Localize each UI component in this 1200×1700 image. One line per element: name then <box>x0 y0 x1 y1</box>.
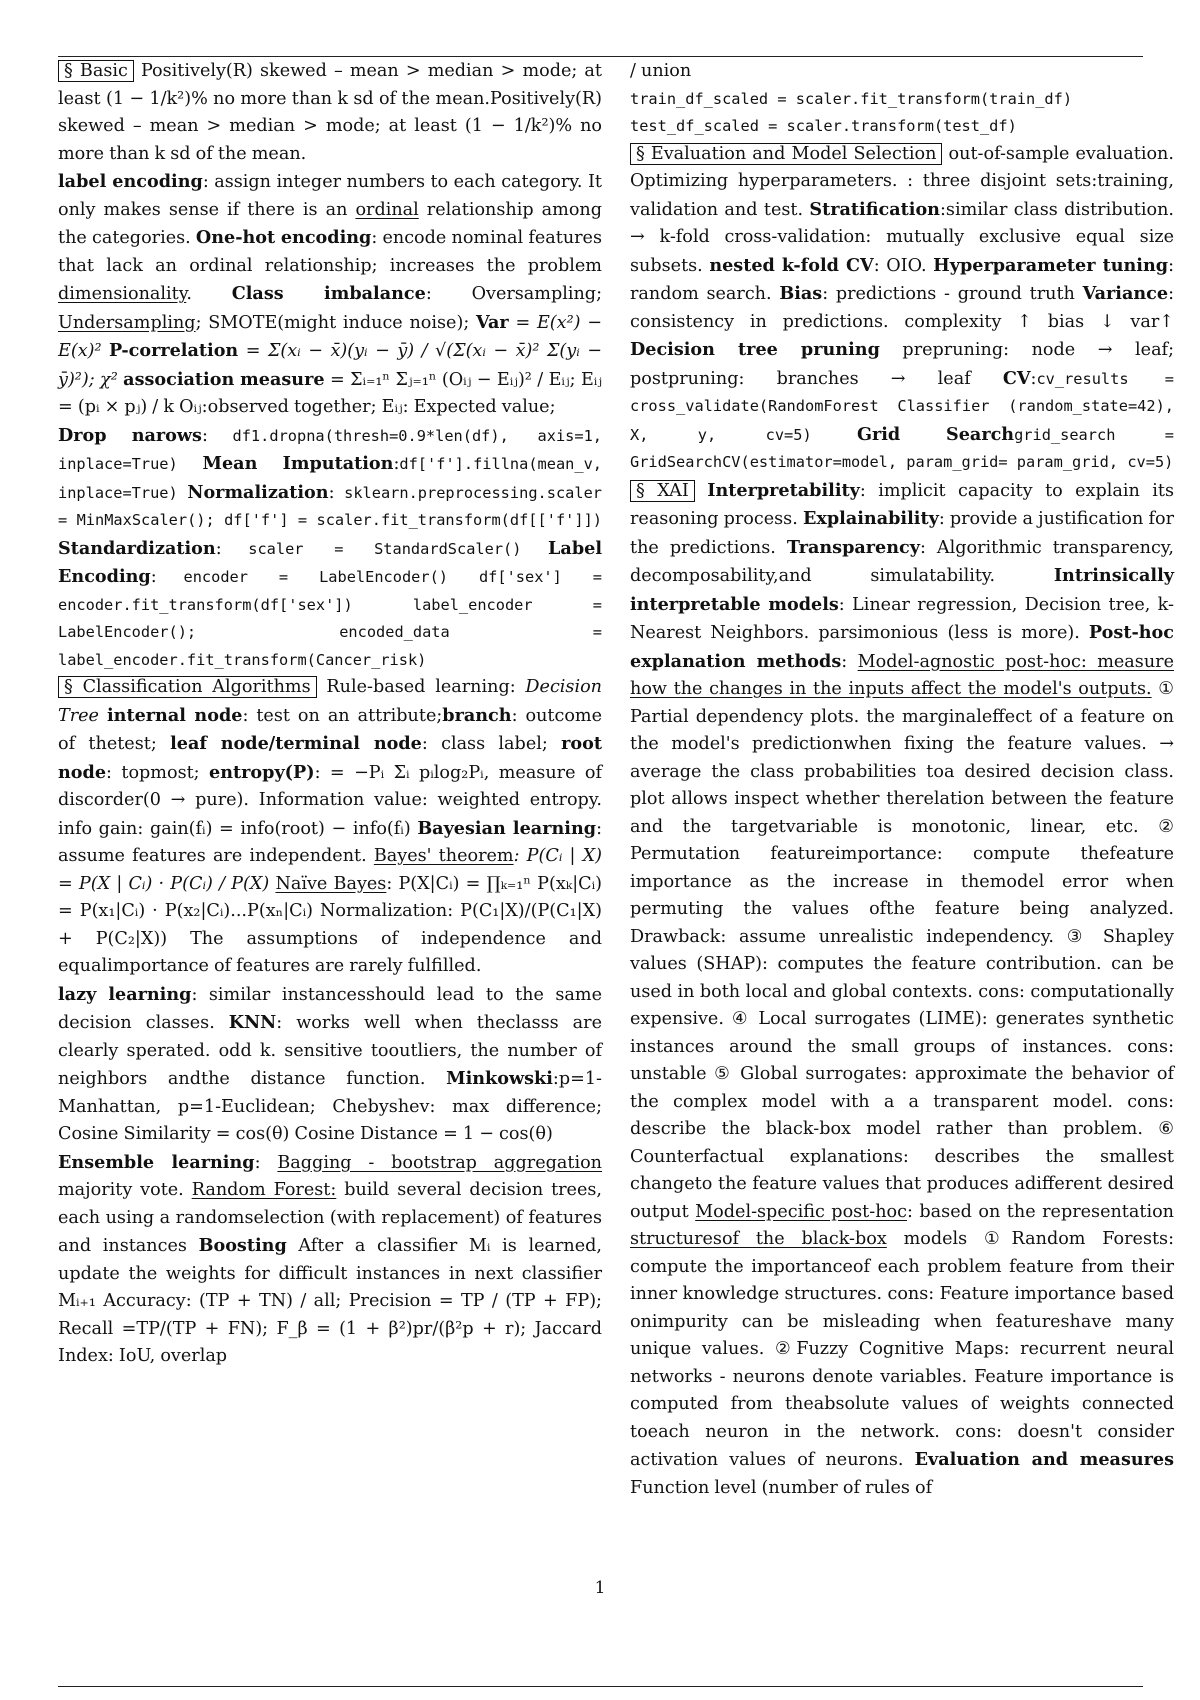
text: : <box>254 1152 278 1173</box>
pcorr-formula: = Σ(xᵢ − x̄)(yᵢ − ȳ) / √(Σ(xᵢ − x̄)² Σ(yᵢ − ȳ)²); χ² <box>58 341 602 390</box>
term-drop-narows: Drop narows <box>58 424 202 446</box>
text: : encode nominal features that lack an ordinal relationship; increases the problem <box>58 228 603 276</box>
term-interpretability: Interpretability <box>707 479 860 501</box>
term-label-encoding-2: Label Encoding <box>58 537 602 587</box>
term-standardization: Standardization <box>58 537 216 559</box>
term-var: Var <box>476 311 509 333</box>
text: :p=1-Manhattan, p=1-Euclidean; Chebyshev: max difference; Cosine Similarity = cos(θ) Cosine Distance = 1 − cos(θ) <box>58 1069 602 1144</box>
text: : consistency in predictions. complexity ↑ bias ↓ var↑ <box>630 284 1175 332</box>
term-p-correlation: P-correlation <box>109 340 239 361</box>
underlined-random-forest: Random Forest: <box>191 1180 337 1200</box>
term-nested-kfold: nested k-fold CV <box>709 254 874 276</box>
text: : predictions - ground truth <box>822 284 1083 304</box>
text: Rule-based learning: <box>316 677 526 697</box>
underlined-naive-bayes: Naïve Bayes <box>275 873 387 894</box>
text: : assume features are independent. <box>58 818 602 866</box>
text: ; SMOTE(might induce noise); <box>195 312 470 333</box>
text: : provide a justification for the predictions. <box>630 509 1174 558</box>
underlined-bayes-theorem: Bayes' theorem <box>373 846 514 866</box>
code-standard-scaler: scaler = StandardScaler() <box>248 539 522 558</box>
text: : <box>215 538 249 559</box>
term-leaf-node: leaf node/terminal node <box>170 733 422 754</box>
text: Function level (number of rules of <box>630 1477 933 1498</box>
text: ① Partial dependency plots. the marginaleffect of a feature on the model's predictionwhen fixing the feature values. → average the class probabilities toa desired decision class. plot allows inspect whether therelation between the feature and the targetvariable is monotonic, linear, etc. ② Permutation featureimportance: compute thefeature importance as the increase in themodel error when permuting the values ofthe feature being analyzed. Drawback: assume unrealistic independency. ③ Shapley values (SHAP): computes the feature contribution. can be used in both local and global contexts. cons: computationally expensive. ④ Local surrogates (LIME): generates synthetic instances around the small groups of instances. cons: unstable ⑤ Global surrogates: approximate the behavior of the complex model with a a transparent model. cons: describe the black-box model rather than problem. ⑥ Counterfactual explanations: describes the smallest changeto the feature values that produces adifferent desired output <box>630 679 1174 1222</box>
text: : outcome of thetest; <box>58 705 603 754</box>
term-intrinsically-interpretable: Intrinsically interpretable models <box>630 565 1174 615</box>
text: : <box>328 482 345 503</box>
code-minmax: sklearn.preprocessing.scaler = MinMaxScaler(); df['f'] = scaler.fit_transform(df[['f']]) <box>58 483 602 529</box>
term-bayesian-learning: Bayesian learning <box>417 817 597 839</box>
term-entropy: entropy(P) <box>209 761 315 783</box>
text: majority vote. <box>58 1180 192 1200</box>
code-grid-search: grid_search = GridSearchCV(estimator=model, param_grid= param_grid, cv=5) <box>630 425 1174 471</box>
underlined-structures: structuresof the black-box <box>630 1229 887 1249</box>
text: prepruning: node → leaf; postpruning: branches → leaf <box>630 340 1174 389</box>
text: : based on the representation <box>906 1201 1174 1222</box>
text: : <box>201 425 233 446</box>
text: build several decision trees, each using a randomselection (with replacement) of features and instances <box>58 1180 602 1256</box>
basic-text: Positively(R) skewed – mean > median > mode; at least (1 − 1/k²)% no more than k sd of the mean.Positively(R) skewed – mean > median > mode; at least (1 − 1/k²)% no more than k sd of the mean. <box>58 61 602 164</box>
text: : <box>841 651 858 672</box>
term-normalization: Normalization <box>187 481 329 503</box>
text: : P(Cᵢ | X) = P(X | Cᵢ) · P(Cᵢ) / P(X) <box>58 846 602 894</box>
term-onehot: One-hot encoding <box>195 227 372 248</box>
term-internal-node: internal node <box>106 704 243 726</box>
section-xai-header: § XAI <box>630 480 695 502</box>
underlined-ordinal: ordinal <box>355 199 419 220</box>
code-train-scaled: train_df_scaled = scaler.fit_transform(train_df) <box>630 89 1073 108</box>
term-branch: branch <box>442 704 512 726</box>
text: out-of-sample evaluation. Optimizing hyperparameters. : three disjoint sets:training, validation and test. <box>630 143 1174 220</box>
code-dropna: df1.dropna(thresh=0.9*len(df), axis=1, inplace=True) <box>58 426 602 473</box>
code-test-scaled: test_df_scaled = scaler.transform(test_df) <box>630 117 1017 135</box>
code-label-encoder: encoder = LabelEncoder() df['sex'] = encoder.fit_transform(df['sex']) label_encoder = LabelEncoder(); encoded_data = label_encoder.fit_transform(Cancer_risk) <box>58 568 602 669</box>
text: models ①Random Forests: compute the importanceof each problem feature from their inner knowledge structures. cons: Feature importance based onimpurity can be misleading when featureshave many unique values. ②Fuzzy Cognitive Maps: recurrent neural networks - neurons denote variables. Feature importance is computed from theabsolute values of weights connected toeach neuron in the network. cons: doesn't consider activation values of neurons. <box>630 1229 1174 1470</box>
text: : assign integer numbers to each category. It only makes sense if there is an <box>58 172 602 220</box>
right-column <box>630 58 1174 1502</box>
section-basic-header: § Basic <box>58 60 134 82</box>
text: : <box>393 454 400 474</box>
term-hyperparameter-tuning: Hyperparameter tuning <box>933 254 1169 276</box>
text: After a classifier Mᵢ is learned, update the weights for difficult instances in next classifier Mᵢ₊₁ Accuracy: (TP + TN) / all; Precision = TP / (TP + FP); Recall =TP/(TP + FN); F_β = (1 + β²)pr/(β²p + r); Jaccard Index: IoU, overlap <box>58 1236 602 1366</box>
right-paragraph <box>630 58 1174 1502</box>
text: relationship among the categories. <box>58 199 603 248</box>
var-formula: = E(x²) − E(x)² <box>58 312 602 361</box>
text: : OIO. <box>873 255 934 276</box>
term-boosting: Boosting <box>198 1235 287 1256</box>
term-variance: Variance <box>1082 283 1169 304</box>
term-ensemble-learning: Ensemble learning <box>58 1151 255 1173</box>
code-fillna: df['f'].fillna(mean_v, inplace=True) <box>58 455 602 502</box>
underlined-model-specific: Model-specific post-hoc <box>695 1201 907 1222</box>
term-label-encoding: label encoding <box>58 171 203 192</box>
underlined-undersampling: Undersampling <box>58 312 196 333</box>
text: : topmost; <box>106 762 210 783</box>
underlined-dimensionality: dimensionality <box>58 284 187 304</box>
decision-tree-label: Decision Tree <box>58 677 602 726</box>
term-lazy-learning: lazy learning <box>58 983 192 1005</box>
term-cv: CV <box>1002 367 1031 389</box>
code-cross-validate: cv_results = cross_validate(RandomForest Classifier (random_state=42), X, y, cv=5) <box>630 369 1175 444</box>
text: : works well when theclasss are clearly sperated. odd k. sensitive tooutliers, the number of neighbors andthe distance function. <box>58 1013 602 1089</box>
left-paragraph <box>58 58 602 1371</box>
term-post-hoc: Post-hoc explanation methods <box>630 622 1174 672</box>
term-mean-imputation: Mean Imputation <box>202 453 394 474</box>
text: : Algorithmic transparency, decomposability,and simulatability. <box>630 537 1174 586</box>
left-column <box>58 58 602 1371</box>
top-rule <box>58 56 1143 57</box>
page-number: 1 <box>594 1578 606 1598</box>
text: : = −Pᵢ Σᵢ pᵢlog₂Pᵢ, measure of discorder(0 → pure). Information value: weighted entropy. info gain: gain(fᵢ) = info(root) − info(fᵢ) <box>58 762 603 839</box>
text: : similar instancesshould lead to the same decision classes. <box>58 984 602 1033</box>
term-grid-search: Grid Search <box>856 423 1015 445</box>
union-text: / union <box>630 61 692 81</box>
term-explainability: Explainability <box>802 508 939 529</box>
term-knn: KNN <box>228 1012 277 1033</box>
text: : test on an attribute; <box>242 705 443 726</box>
text: : implicit capacity to explain its reasoning process. <box>630 480 1174 529</box>
term-association: association measure <box>123 368 325 390</box>
text: . <box>186 284 232 304</box>
text: : random search. <box>630 255 1174 304</box>
term-bias: Bias <box>779 283 823 304</box>
underlined-model-agnostic: Model-agnostic post-hoc: measure how the changes in the inputs affect the model's outputs. <box>630 651 1174 699</box>
text: : class label; <box>421 734 562 754</box>
text: :similar class distribution. → k-fold cross-validation: mutually exclusive equal size subsets. <box>630 199 1174 276</box>
assoc-formula: = Σᵢ₌₁ⁿ Σⱼ₌₁ⁿ (Oᵢⱼ − Eᵢⱼ)² / Eᵢⱼ; Eᵢⱼ = (pᵢ × pⱼ) / k Oᵢⱼ:observed together; Eᵢⱼ: Expected value; <box>58 369 602 417</box>
text: : <box>1030 368 1037 389</box>
term-class-imbalance: Class imbalance <box>231 283 426 304</box>
text: : Oversampling; <box>425 284 603 304</box>
term-stratification: Stratification <box>809 198 940 220</box>
underlined-bagging: Bagging - bootstrap aggregation <box>277 1152 602 1173</box>
term-evaluation-measures: Evaluation and measures <box>914 1449 1175 1470</box>
text: : P(X|Cᵢ) = ∏ₖ₌₁ⁿ P(xₖ|Cᵢ) = P(x₁|Cᵢ) · P(x₂|Cᵢ)...P(xₙ|Cᵢ) Normalization: P(C₁|X)/(P(C₁|X) + P(C₂|X)) The assumptions of independence and equalimportance of features are rarely fulfilled. <box>58 873 602 976</box>
section-evaluation-header: § Evaluation and Model Selection <box>630 143 942 165</box>
section-classification-header: § Classification Algorithms <box>58 676 317 698</box>
bottom-rule <box>58 1686 1143 1687</box>
term-root-node: root node <box>58 733 602 783</box>
term-tree-pruning: Decision tree pruning <box>630 339 880 360</box>
term-minkowski: Minkowski <box>446 1068 553 1089</box>
term-transparency: Transparency <box>786 536 920 558</box>
text: : <box>150 567 184 587</box>
text: : Linear regression, Decision tree, k-Nearest Neighbors. parsimonious (less is more). <box>630 594 1174 643</box>
